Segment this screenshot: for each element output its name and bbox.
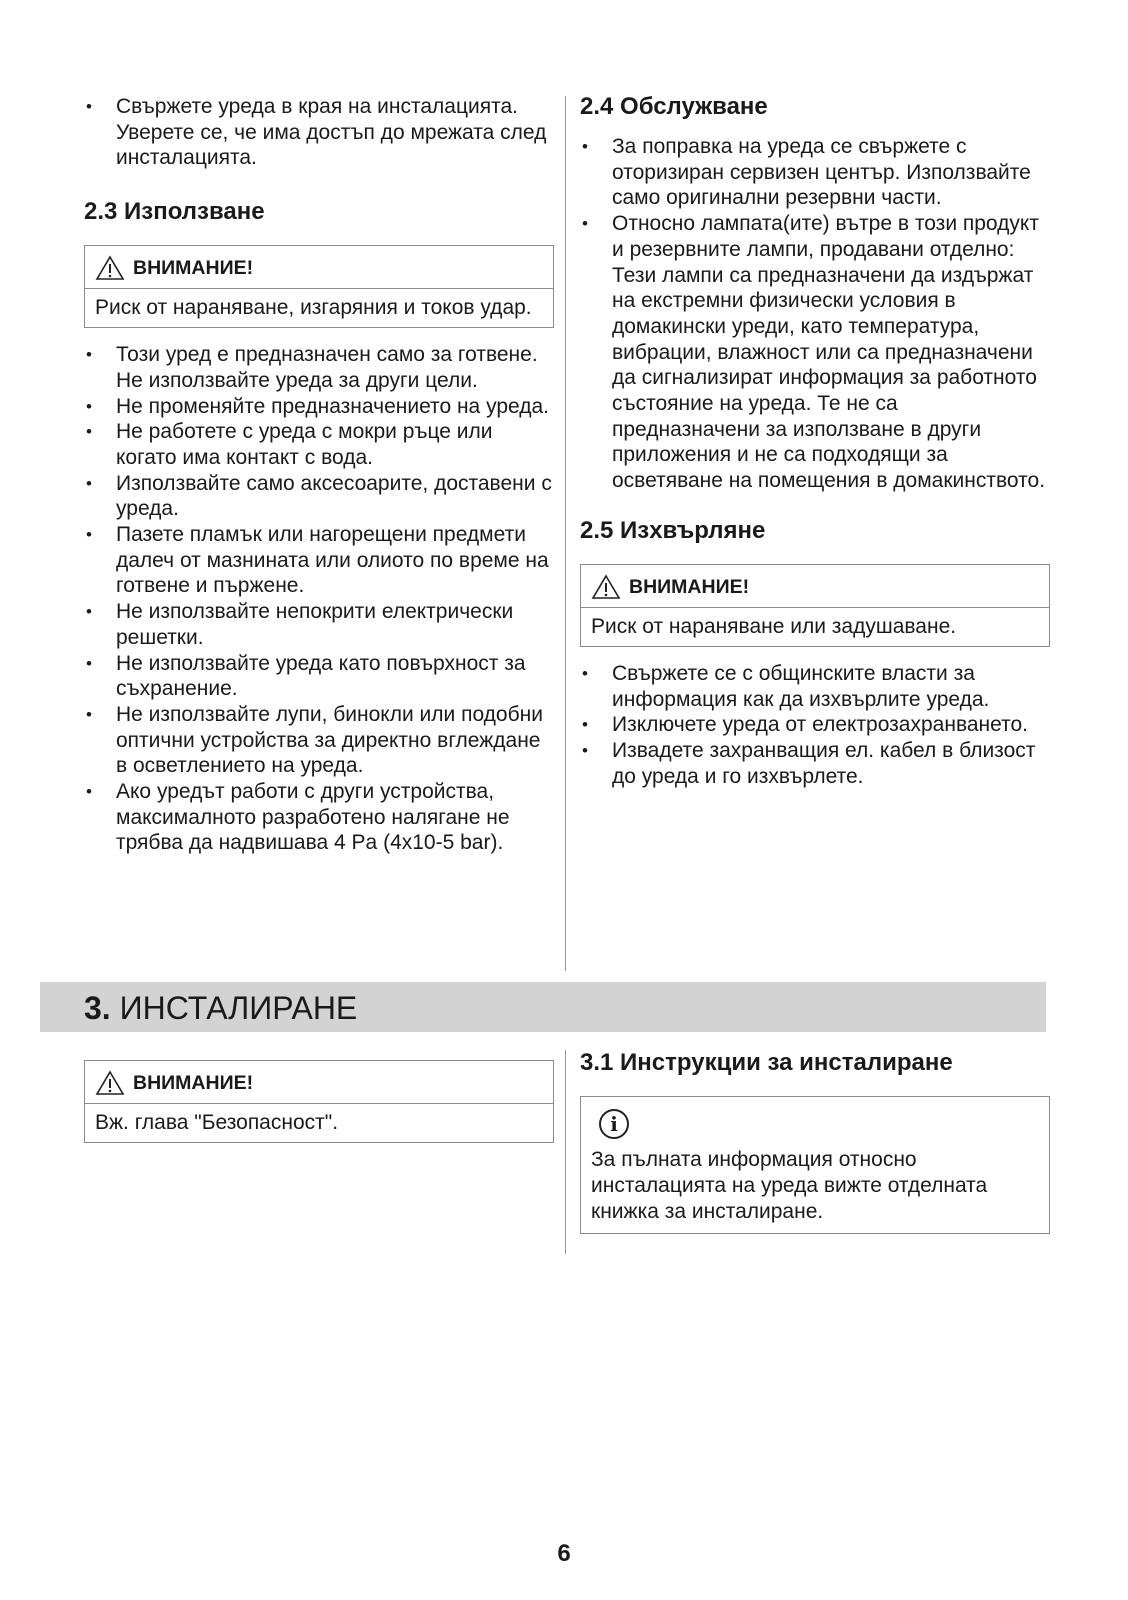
warning-header — [591, 573, 1039, 601]
list-item: • За поправка на уреда се свържете с оторизиран сервизен център. Използвайте само оригинални резервни части. — [580, 134, 1050, 211]
warning-title: ВНИМАНИЕ! — [133, 1072, 254, 1094]
column-divider-top — [565, 96, 566, 971]
list-item: • Извадете захранващия ел. кабел в близост до уреда и го изхвърлете. — [580, 738, 1050, 789]
list-item: • Свържете уреда в края на инсталацията. Уверете се, че има достъп до мрежата след инсталацията. — [84, 94, 554, 171]
warning-separator — [85, 288, 553, 289]
info-text: За пълната информация относно инсталацията на уреда вижте отделната книжка за инсталиране. — [591, 1148, 988, 1223]
list-item: • Ако уредът работи с други устройства, максималното разработено налягане не трябва да надвишава 4 Pa (4x10-5 bar). — [84, 779, 554, 856]
warning-triangle-icon — [95, 1070, 125, 1096]
list-item: • Използвайте само аксесоарите, доставени с уреда. — [84, 471, 554, 522]
list-item: • Този уред е предназначен само за готвене. Не използвайте уреда за други цели. — [84, 342, 554, 393]
warning-box-installation — [84, 1060, 554, 1143]
list-item: • Не променяйте предназначението на уреда. — [84, 394, 554, 420]
usage-bullet-list — [84, 342, 554, 856]
list-item: • Не използвайте уреда като повърхност за съхранение. — [84, 651, 554, 702]
chapter-number: 3. — [84, 990, 111, 1026]
warning-header — [95, 1069, 543, 1097]
warning-title: ВНИМАНИЕ! — [133, 257, 254, 280]
left-column-bottom — [84, 1060, 554, 1143]
page-number: 6 — [557, 1540, 571, 1567]
chapter-banner — [40, 982, 1046, 1032]
warning-text: Риск от нараняване или задушаване. — [591, 614, 957, 638]
section-heading-3-1: 3.1 Инструкции за инсталиране — [580, 1049, 953, 1076]
warning-header — [95, 254, 543, 282]
warning-triangle-icon — [95, 255, 125, 281]
warning-separator — [85, 1103, 553, 1104]
intro-bullet-list — [84, 94, 554, 171]
column-divider-bottom — [565, 1050, 566, 1254]
list-item: • Пазете пламък или нагорещени предмети далеч от мазнината или олиото по време на готвене и пържене. — [84, 522, 554, 599]
info-box — [580, 1096, 1050, 1234]
warning-separator — [581, 607, 1049, 608]
warning-text: Риск от нараняване, изгаряния и токов удар. — [95, 296, 532, 320]
list-item: • Изключете уреда от електрозахранването. — [580, 712, 1050, 738]
right-column-bottom — [580, 1048, 1050, 1234]
list-item: • Не използвайте непокрити електрически решетки. — [84, 599, 554, 650]
list-item: • Не използвайте лупи, бинокли или подобни оптични устройства за директно вглеждане в осветлението на уреда. — [84, 702, 554, 779]
section-heading-2-4: 2.4 Обслужване — [580, 93, 768, 120]
left-column-top — [84, 94, 554, 856]
warning-title: ВНИМАНИЕ! — [629, 575, 750, 598]
chapter-name: ИНСТАЛИРАНЕ — [119, 990, 358, 1026]
warning-box-2-3 — [84, 245, 554, 328]
right-column-top — [580, 92, 1050, 789]
warning-text: Вж. глава "Безопасност". — [95, 1111, 339, 1134]
disposal-bullet-list — [580, 661, 1050, 790]
section-heading-2-5: 2.5 Изхвърляне — [580, 516, 766, 544]
section-heading-2-3: 2.3 Използване — [84, 198, 265, 226]
service-bullet-list — [580, 134, 1050, 494]
warning-box-2-5 — [580, 564, 1050, 647]
warning-triangle-icon — [591, 574, 621, 600]
list-item: • Свържете се с общинските власти за информация как да изхвърлите уреда. — [580, 661, 1050, 712]
list-item: • Относно лампата(ите) вътре в този продукт и резервните лампи, продавани отделно: Тези лампи са предназначени да издържат на екстремни физически условия в домакински уреди, като температура, вибрации, влажност или са предназначени да сигнализират информация за работното състояние на уреда. Те не са предназначени за използване в други приложения и не са подходящи за осветяване на помещения в домакинството. — [580, 211, 1050, 494]
info-icon: i — [599, 1109, 629, 1139]
chapter-title — [84, 988, 357, 1028]
list-item: • Не работете с уреда с мокри ръце или когато има контакт с вода. — [84, 419, 554, 470]
